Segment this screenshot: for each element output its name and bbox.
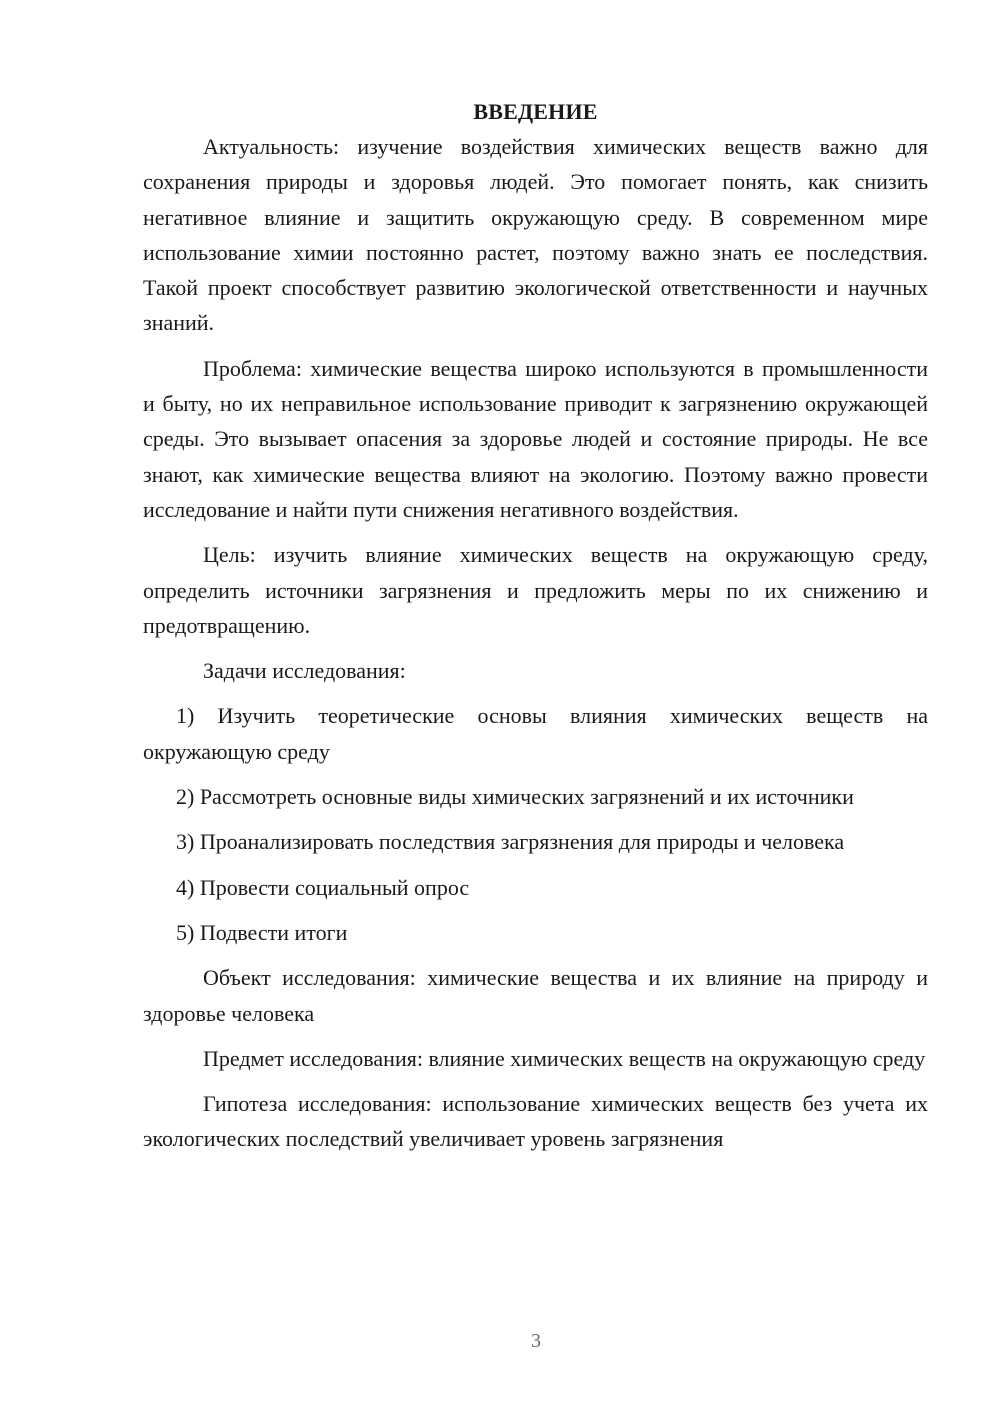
- paragraph-hypothesis: Гипотеза исследования: использование химических веществ без учета их экологических последствий увеличивает уровень загрязнения: [143, 1091, 928, 1152]
- paragraph-subject: Предмет исследования: влияние химических веществ на окружающую среду: [203, 1045, 926, 1071]
- paragraph-problem: Проблема: химические вещества широко используются в промышленности и быту, но их неправильное использование приводит к загрязнению окружающей среды. Это вызывает опасения за здоровье людей и состояние природы. Не все знают, как химические вещества влияют на экологию. Поэтому важно провести исследование и найти пути снижения негативного воздействия.: [143, 355, 928, 522]
- task-item-4: 4) Провести социальный опрос: [176, 874, 470, 900]
- task-item-5: 5) Подвести итоги: [176, 919, 348, 945]
- tasks-heading: Задачи исследования:: [203, 658, 406, 684]
- page-number: 3: [531, 1330, 541, 1352]
- paragraph-relevance: Актуальность: изучение воздействия химических веществ важно для сохранения природы и здоровья людей. Это помогает понять, как снизить негативное влияние и защитить окружающую среду. В современном мире использование химии постоянно растет, поэтому важно знать ее последствия. Такой проект способствует развитию экологической ответственности и научных знаний.: [143, 134, 928, 336]
- section-title: ВВЕДЕНИЕ: [473, 99, 598, 124]
- task-item-1: 1) Изучить теоретические основы влияния химических веществ на окружающую среду: [143, 703, 928, 764]
- document-page: [143, 94, 928, 1167]
- task-item-2: 2) Рассмотреть основные виды химических загрязнений и их источники: [176, 784, 854, 810]
- paragraph-goal: Цель: изучить влияние химических веществ на окружающую среду, определить источники загрязнения и предложить меры по их снижению и предотвращению.: [143, 542, 928, 638]
- paragraph-object: Объект исследования: химические вещества и их влияние на природу и здоровье человека: [143, 965, 928, 1026]
- task-item-3: 3) Проанализировать последствия загрязнения для природы и человека: [176, 829, 845, 855]
